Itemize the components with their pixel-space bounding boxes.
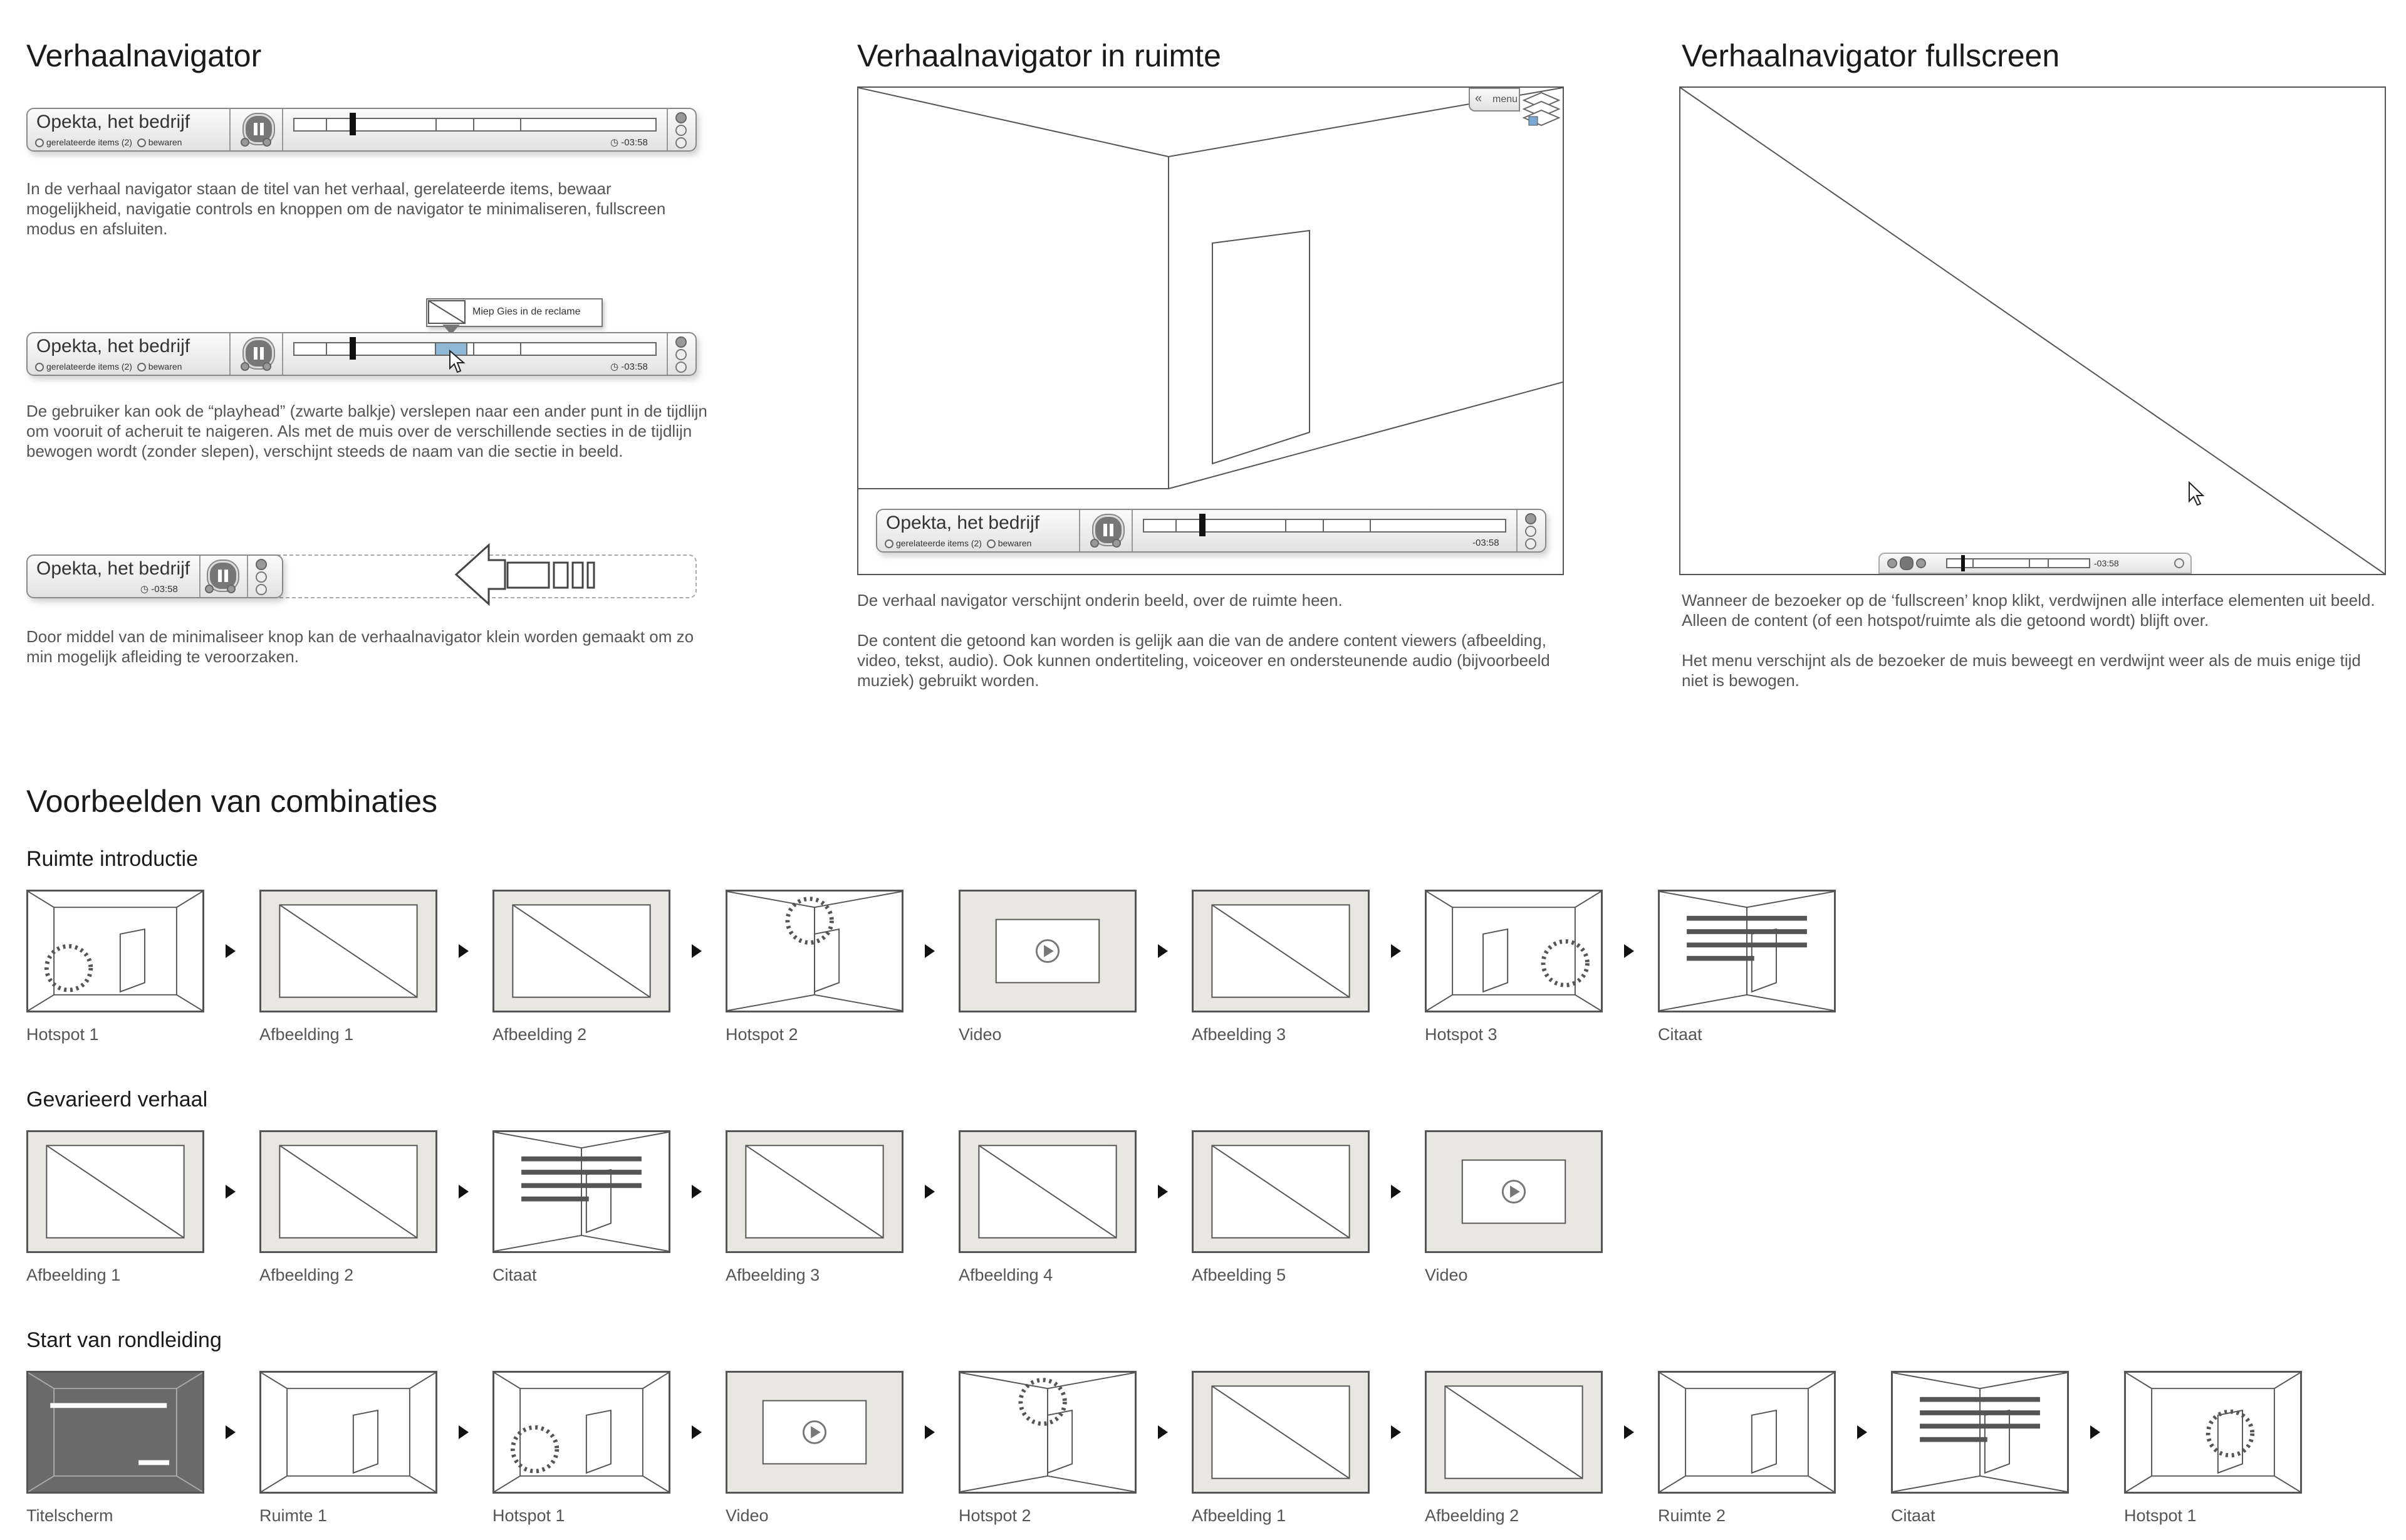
thumbnail-label: Hotspot 1 [492, 1506, 565, 1525]
save-icon [137, 363, 146, 372]
close-button[interactable] [256, 584, 267, 595]
time-remaining: ◷ -03:58 [610, 362, 648, 372]
nav-title: Opekta, het bedrijf [36, 336, 190, 356]
save-link[interactable]: bewaren [148, 137, 182, 147]
playhead[interactable] [350, 113, 356, 135]
close-button[interactable] [2174, 558, 2184, 568]
nav-title: Opekta, het bedrijf [886, 512, 1040, 533]
thumbnail-label: Afbeelding 3 [1192, 1025, 1286, 1044]
image-icon [28, 1132, 202, 1251]
menu-button[interactable] [1469, 88, 1520, 112]
story-navigator [26, 108, 697, 152]
combination-row-title: Gevarieerd verhaal [26, 1088, 208, 1111]
add-icon [35, 363, 44, 372]
playhead[interactable] [1961, 555, 1965, 571]
sequence-arrow-icon [1391, 944, 1401, 958]
save-icon [137, 138, 146, 147]
hotspot-door-icon [2126, 1373, 2300, 1492]
close-button[interactable] [675, 362, 687, 373]
thumbnail-label: Hotspot 1 [2124, 1506, 2197, 1525]
thumbnail-room [259, 1371, 437, 1494]
timeline[interactable] [1143, 519, 1506, 533]
sequence-arrow-icon [1158, 1185, 1168, 1199]
prev-button[interactable] [1887, 558, 1897, 568]
hotspot-top-icon [961, 1373, 1135, 1492]
timeline[interactable] [293, 118, 657, 132]
thumbnail-label: Afbeelding 1 [1192, 1506, 1286, 1525]
thumbnail-label: Afbeelding 2 [492, 1025, 587, 1044]
mini-navigator [1878, 553, 2192, 574]
thumbnail-hotspot-top [726, 890, 904, 1012]
sequence-arrow-icon [226, 944, 236, 958]
minimize-button[interactable] [675, 112, 687, 123]
thumbnail-video [726, 1371, 904, 1494]
nav-title: Opekta, het bedrijf [36, 558, 190, 579]
minimize-arrow-icon [451, 540, 608, 609]
thumbnail-label: Hotspot 3 [1425, 1025, 1497, 1044]
thumbnail-label: Ruimte 1 [259, 1506, 328, 1525]
prev-button[interactable] [205, 585, 214, 593]
related-items-link[interactable]: gerelateerde items (2) [46, 137, 132, 147]
sequence-arrow-icon [1624, 944, 1634, 958]
divider [667, 109, 668, 150]
divider [282, 333, 283, 375]
section-title-ruimte: Verhaalnavigator in ruimte [857, 38, 1221, 73]
video-icon [727, 1373, 902, 1492]
video-icon [1427, 1132, 1601, 1251]
thumbnail-label: Citaat [492, 1266, 537, 1284]
thumbnail-label: Ruimte 2 [1658, 1506, 1726, 1525]
thumbnail-image [259, 1130, 437, 1253]
divider [229, 333, 231, 375]
fullscreen-button[interactable] [675, 349, 687, 360]
hotspot-right-icon [1427, 892, 1601, 1011]
thumbnail-hotspot-top [959, 1371, 1137, 1494]
fullscreen-view [1679, 86, 2386, 575]
thumbnail-quote [1658, 890, 1836, 1012]
divider [199, 556, 200, 597]
description: De gebruiker kan ook de “playhead” (zwarte balkje) verslepen naar een ander punt in de tijdlijn om vooruit of acheruit te naigeren. Als met de muis over de verschillende secties in de tijdlijn bewogen wordt (zonder slepen), verschijnt steeds de naam van die sectie in beeld. [26, 402, 707, 460]
thumbnail-label: Titelscherm [26, 1506, 113, 1525]
image-icon [261, 892, 435, 1011]
story-navigator-hover [26, 332, 697, 376]
save-link[interactable]: bewaren [997, 538, 1032, 548]
prev-button[interactable] [1090, 539, 1099, 548]
nav-related-row[interactable] [885, 538, 1031, 548]
nav-related-row[interactable] [35, 362, 182, 372]
menu-label: menu [1492, 94, 1518, 105]
divider [229, 109, 231, 150]
related-items-link[interactable]: gerelateerde items (2) [896, 538, 982, 548]
hotspot-left-icon [494, 1373, 669, 1492]
thumbnail-label: Citaat [1891, 1506, 1935, 1525]
section-title-verhaalnavigator: Verhaalnavigator [26, 38, 262, 73]
thumbnail-image [726, 1130, 904, 1253]
thumbnail-hotspot-right [1425, 890, 1603, 1012]
sequence-arrow-icon [1158, 944, 1168, 958]
time-remaining: -03:58 [2094, 558, 2119, 568]
thumbnail-label: Video [959, 1025, 1002, 1044]
sequence-arrow-icon [692, 1185, 702, 1199]
fullscreen-content-placeholder [1680, 88, 2385, 574]
room-view [857, 86, 1564, 575]
minimize-button[interactable] [256, 559, 267, 570]
divider [247, 556, 248, 597]
description: Door middel van de minimaliseer knop kan de verhaalnavigator klein worden gemaakt om zo min mogelijk afleiding te veroorzaken. [26, 627, 694, 666]
thumbnail-label: Afbeelding 3 [726, 1266, 820, 1284]
section-title-fullscreen: Verhaalnavigator fullscreen [1682, 38, 2060, 73]
thumbnail-label: Video [1425, 1266, 1468, 1284]
thumbnail-hotspot-door [2124, 1371, 2302, 1494]
fullscreen-button[interactable] [256, 571, 267, 583]
sequence-arrow-icon [1391, 1425, 1401, 1439]
divider [1079, 510, 1080, 551]
add-icon [885, 539, 893, 548]
hotspot-top-icon [727, 892, 902, 1011]
description: De verhaal navigator verschijnt onderin beeld, over de ruimte heen. [857, 591, 1343, 610]
nav-title: Opekta, het bedrijf [36, 112, 190, 132]
next-button[interactable] [227, 585, 236, 593]
title-icon [28, 1373, 202, 1492]
thumbnail-label: Hotspot 2 [726, 1025, 798, 1044]
fullscreen-button[interactable] [1525, 526, 1536, 537]
prev-button[interactable] [241, 138, 249, 147]
sequence-arrow-icon [1624, 1425, 1634, 1439]
minimize-button[interactable] [675, 336, 687, 348]
next-button[interactable] [1916, 558, 1926, 568]
thumbnail-label: Afbeelding 1 [259, 1025, 354, 1044]
thumbnail-hotspot-left [492, 1371, 670, 1494]
save-icon [987, 539, 996, 548]
image-icon [1194, 892, 1368, 1011]
nav-related-row[interactable] [35, 137, 182, 147]
pause-button[interactable] [1900, 556, 1914, 570]
description: De content die getoond kan worden is gelijk aan die van de andere content viewers (afbeelding, video, tekst, audio). Ook kunnen ondertiteling, voiceover en ondersteunende audio (bijvoorbeeld muziek) gebruikt worden. [857, 631, 1550, 690]
minimize-button[interactable] [1525, 513, 1536, 524]
story-navigator-minimized [26, 554, 283, 598]
thumbnail-image [492, 890, 670, 1012]
sequence-arrow-icon [692, 1425, 702, 1439]
image-icon [494, 892, 669, 1011]
fullscreen-button[interactable] [675, 125, 687, 136]
sequence-arrow-icon [459, 944, 469, 958]
sequence-arrow-icon [925, 1425, 935, 1439]
thumbnail-image [259, 890, 437, 1012]
next-button[interactable] [1112, 539, 1121, 548]
quote-icon [1893, 1373, 2067, 1492]
thumbnail-video [959, 890, 1137, 1012]
related-items-link[interactable]: gerelateerde items (2) [46, 362, 132, 372]
close-button[interactable] [675, 137, 687, 148]
timeline[interactable] [293, 342, 657, 356]
cursor-arrow-icon [2187, 481, 2206, 509]
thumbnail-label: Afbeelding 2 [1425, 1506, 1519, 1525]
description: Wanneer de bezoeker op de ‘fullscreen’ knop klikt, verdwijnen alle interface elementen uit beeld. Alleen de content (of een hotspot/ruimte als die getoond wordt) blijft over. [1682, 591, 2375, 630]
image-icon [261, 1132, 435, 1251]
room-icon [1660, 1373, 1834, 1492]
sequence-arrow-icon [2090, 1425, 2100, 1439]
image-icon [1427, 1373, 1601, 1492]
sequence-arrow-icon [1158, 1425, 1168, 1439]
thumbnail-image [959, 1130, 1137, 1253]
thumbnail-label: Hotspot 2 [959, 1506, 1031, 1525]
thumbnail-label: Video [726, 1506, 769, 1525]
time-remaining: ◷ -03:58 [610, 137, 648, 148]
video-icon [961, 892, 1135, 1011]
divider [1132, 510, 1133, 551]
sequence-arrow-icon [226, 1425, 236, 1439]
thumbnail-label: Hotspot 1 [26, 1025, 99, 1044]
sequence-arrow-icon [925, 1185, 935, 1199]
thumbnail-label: Afbeelding 2 [259, 1266, 354, 1284]
section-title-combinations: Voorbeelden van combinaties [26, 784, 438, 819]
thumbnail-hotspot-left [26, 890, 204, 1012]
divider [1516, 510, 1518, 551]
thumbnail-label: Afbeelding 4 [959, 1266, 1053, 1284]
sequence-arrow-icon [459, 1185, 469, 1199]
thumbnail-label: Afbeelding 1 [26, 1266, 121, 1284]
combination-row-title: Start van rondleiding [26, 1328, 222, 1352]
tooltip-text: Miep Gies in de reclame [472, 306, 581, 317]
thumbnail-image [1192, 1130, 1370, 1253]
tooltip-thumbnail-icon [427, 299, 466, 325]
save-link[interactable]: bewaren [148, 362, 182, 372]
sequence-arrow-icon [1857, 1425, 1867, 1439]
description: Het menu verschijnt als de bezoeker de muis beweegt en verdwijnt weer als de muis enige tijd niet is bewogen. [1682, 651, 2361, 690]
thumbnail-label: Citaat [1658, 1025, 1702, 1044]
thumbnail-image [26, 1130, 204, 1253]
building-map-icon[interactable] [1520, 89, 1561, 130]
time-remaining: ◷ -03:58 [140, 584, 178, 595]
hotspot-left-icon [28, 892, 202, 1011]
sequence-arrow-icon [226, 1185, 236, 1199]
divider [667, 333, 668, 375]
story-navigator [876, 509, 1546, 553]
prev-button[interactable] [241, 362, 249, 371]
thumbnail-room [1658, 1371, 1836, 1494]
collapse-icon: « [1475, 91, 1482, 105]
quote-icon [1660, 892, 1834, 1011]
room-perspective-drawing [858, 88, 1563, 574]
thumbnail-title [26, 1371, 204, 1494]
cursor-pointer-icon [447, 350, 466, 375]
divider [282, 109, 283, 150]
thumbnail-video [1425, 1130, 1603, 1253]
thumbnail-quote [492, 1130, 670, 1253]
thumbnail-label: Afbeelding 5 [1192, 1266, 1286, 1284]
add-icon [35, 138, 44, 147]
next-button[interactable] [263, 362, 271, 371]
time-remaining: -03:58 [1472, 538, 1499, 548]
thumbnail-image [1192, 890, 1370, 1012]
description: In de verhaal navigator staan de titel van het verhaal, gerelateerde items, bewaar mogelijkheid, navigatie controls en knoppen om de navigator te minimaliseren, fullscreen modus en afsluiten. [26, 179, 666, 238]
playhead[interactable] [350, 337, 356, 360]
image-icon [961, 1132, 1135, 1251]
thumbnail-image [1192, 1371, 1370, 1494]
close-button[interactable] [1525, 538, 1536, 549]
tooltip [426, 298, 603, 327]
playhead[interactable] [1199, 514, 1206, 536]
sequence-arrow-icon [1391, 1185, 1401, 1199]
combination-row-title: Ruimte introductie [26, 847, 199, 871]
room-icon [261, 1373, 435, 1492]
image-icon [1194, 1373, 1368, 1492]
thumbnail-image [1425, 1371, 1603, 1494]
sequence-arrow-icon [692, 944, 702, 958]
next-button[interactable] [263, 138, 271, 147]
thumbnail-quote [1891, 1371, 2069, 1494]
timeline[interactable] [1946, 558, 2090, 568]
image-icon [727, 1132, 902, 1251]
image-icon [1194, 1132, 1368, 1251]
quote-icon [494, 1132, 669, 1251]
sequence-arrow-icon [459, 1425, 469, 1439]
sequence-arrow-icon [925, 944, 935, 958]
